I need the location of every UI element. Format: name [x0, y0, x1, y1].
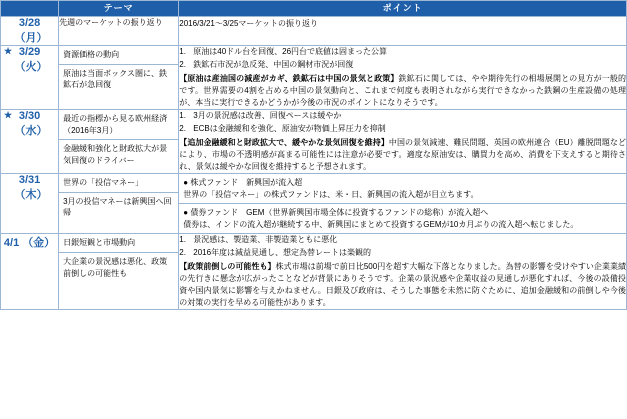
- table-row: [1, 174, 627, 234]
- theme-item: 日銀短観と市場動向: [63, 238, 136, 248]
- point-plain-line: 2016/3/21～3/25マーケットの振り返り: [179, 19, 319, 28]
- date-value: 3/28: [18, 17, 41, 29]
- point-sub-head: ● 株式ファンド 新興国が流入超: [183, 178, 303, 187]
- date-value: 4/1: [3, 237, 20, 250]
- table-row: [1, 110, 627, 174]
- point-sub-body: 世界の「投信マネー」の株式ファンドは、米・日、新興国の流入超が目立ちます。: [183, 189, 479, 199]
- theme-item: 最近の指標から見る欧州経済（2016年3月）: [63, 114, 168, 135]
- theme-split: [59, 234, 178, 282]
- point-sub-body: 債券は、インドの流入超が継続する中、新興国にまとめて投資するGEMが10カ月ぶりの流入超へ転じました。: [183, 219, 579, 229]
- point-sub-head: ● 債券ファンド GEM（世界新興国市場全体に投資するファンドの総称）が流入超へ: [183, 208, 489, 218]
- point-cell: [179, 174, 627, 234]
- date-value: 3/30: [18, 110, 41, 122]
- point-sub-group: [179, 204, 626, 234]
- point-numbered-list: [179, 234, 626, 259]
- list-item: ECBは金融緩和を強化、原油安が物価上昇圧力を抑制: [193, 124, 386, 133]
- theme-cell: [59, 46, 179, 110]
- day-of-week: （木）: [14, 189, 48, 201]
- point-cell: [179, 234, 627, 310]
- date-value: 3/29: [18, 46, 41, 58]
- header-date: [1, 1, 59, 17]
- point-numbered-list: [179, 110, 626, 135]
- point-body-text: 鉄鉱石に関しては、やや期待先行の相場展開との見方が一般的です。世界需要の4割を占める中国の景気動向と、これまで何度も表明されながら実行できなかった鉄鋼の生産設備の処理が、本当に実行できるかどうかが今後の市況のポイントになりそうです。: [179, 74, 626, 107]
- point-cell: [179, 46, 627, 110]
- theme-item: 原油は当面ボックス圏に、鉄鉱石が急回復: [59, 64, 178, 94]
- theme-cell: [59, 110, 179, 174]
- table-header-row: [1, 1, 627, 17]
- theme-split: [59, 174, 178, 222]
- point-sub-group: [179, 174, 626, 204]
- day-of-week: （月）: [14, 32, 48, 44]
- point-body-text: 中国の景気減速、難民問題、英国の欧州連合（EU）離脱問題などにより、市場の不透明感が高まる可能性には注意が必要です。適度な原油安は、購買力を高め、消費を下支えすると期待され、景気は緩やかな回復を維持すると予想されます。: [179, 138, 626, 171]
- point-body-lead: 【政策前倒しの可能性も】: [179, 262, 276, 272]
- star-marker: ★: [4, 110, 13, 120]
- theme-item: 大企業の景況感は悪化、政策前倒しの可能性も: [59, 252, 178, 282]
- theme-cell: [59, 234, 179, 310]
- date-cell: [1, 17, 59, 46]
- table-row: [1, 234, 627, 310]
- point-cell: [179, 17, 627, 46]
- point-body-lead: 【追加金融緩和と財政拡大で、緩やかな景気回復を維持】: [179, 138, 389, 147]
- list-item: 2016年度は減益見通し、想定為替レートは楽観的: [193, 248, 372, 258]
- point-body-lead: 【原油は産油国の減産がカギ、鉄鉱石は中国の景気と政策】: [179, 74, 399, 83]
- header-theme: テーマ: [59, 1, 179, 17]
- point-body: [179, 137, 626, 173]
- theme-item: 金融緩和強化と財政拡大が景気回復のドライバー: [59, 140, 178, 170]
- star-marker: ★: [4, 46, 13, 56]
- point-split: [179, 174, 626, 233]
- day-of-week: （金）: [22, 237, 56, 250]
- point-body: [179, 261, 626, 309]
- list-item: 原油は40ドル台を回復、26円台で底値は固まった公算: [193, 47, 388, 56]
- date-cell: [1, 46, 59, 110]
- point-numbered-list: [179, 46, 626, 71]
- table-row: [1, 46, 627, 110]
- day-of-week: （火）: [14, 61, 48, 73]
- day-of-week: （水）: [14, 125, 48, 137]
- theme-item: 資源価格の動向: [63, 50, 120, 59]
- point-body: [179, 73, 626, 109]
- header-point: ポイント: [179, 1, 627, 17]
- theme-item: 3月の投信マネーは新興国へ回帰: [59, 192, 178, 222]
- theme-cell: [59, 174, 179, 234]
- theme-item: 世界の「投信マネー」: [63, 178, 144, 187]
- date-cell: [1, 234, 59, 310]
- theme-item: 先週のマーケットの振り返り: [59, 18, 163, 27]
- list-item: 鉄鉱石市況が急反発、中国の鋼材市況が回復: [193, 60, 354, 69]
- point-body-text: 株式市場は前場で前日比500円を超す大幅な下落となりました。為替の影響を受けやすい企業業績の先行きに懸念が広がったことなどが背景にありそうです。企業の景況感や企業収益の見通しが悪化すれば、今後の設備投資や国内景気に影響を与えかねません。日銀及び政府は、そうした事態を未然に防ぐために、追加金融緩和の前倒しや今後の対策の実行を早める可能性があります。: [179, 262, 627, 308]
- theme-split: [59, 46, 178, 94]
- table-row: [1, 17, 627, 46]
- date-value: 3/31: [18, 174, 41, 186]
- point-cell: [179, 110, 627, 174]
- date-cell: [1, 110, 59, 174]
- theme-split: [59, 110, 178, 169]
- date-cell: [1, 174, 59, 234]
- list-item: 3月の景況感は改善、回復ペースは緩やか: [193, 111, 342, 120]
- theme-cell: [59, 17, 179, 46]
- list-item: 景況感は、製造業、非製造業ともに悪化: [193, 235, 338, 245]
